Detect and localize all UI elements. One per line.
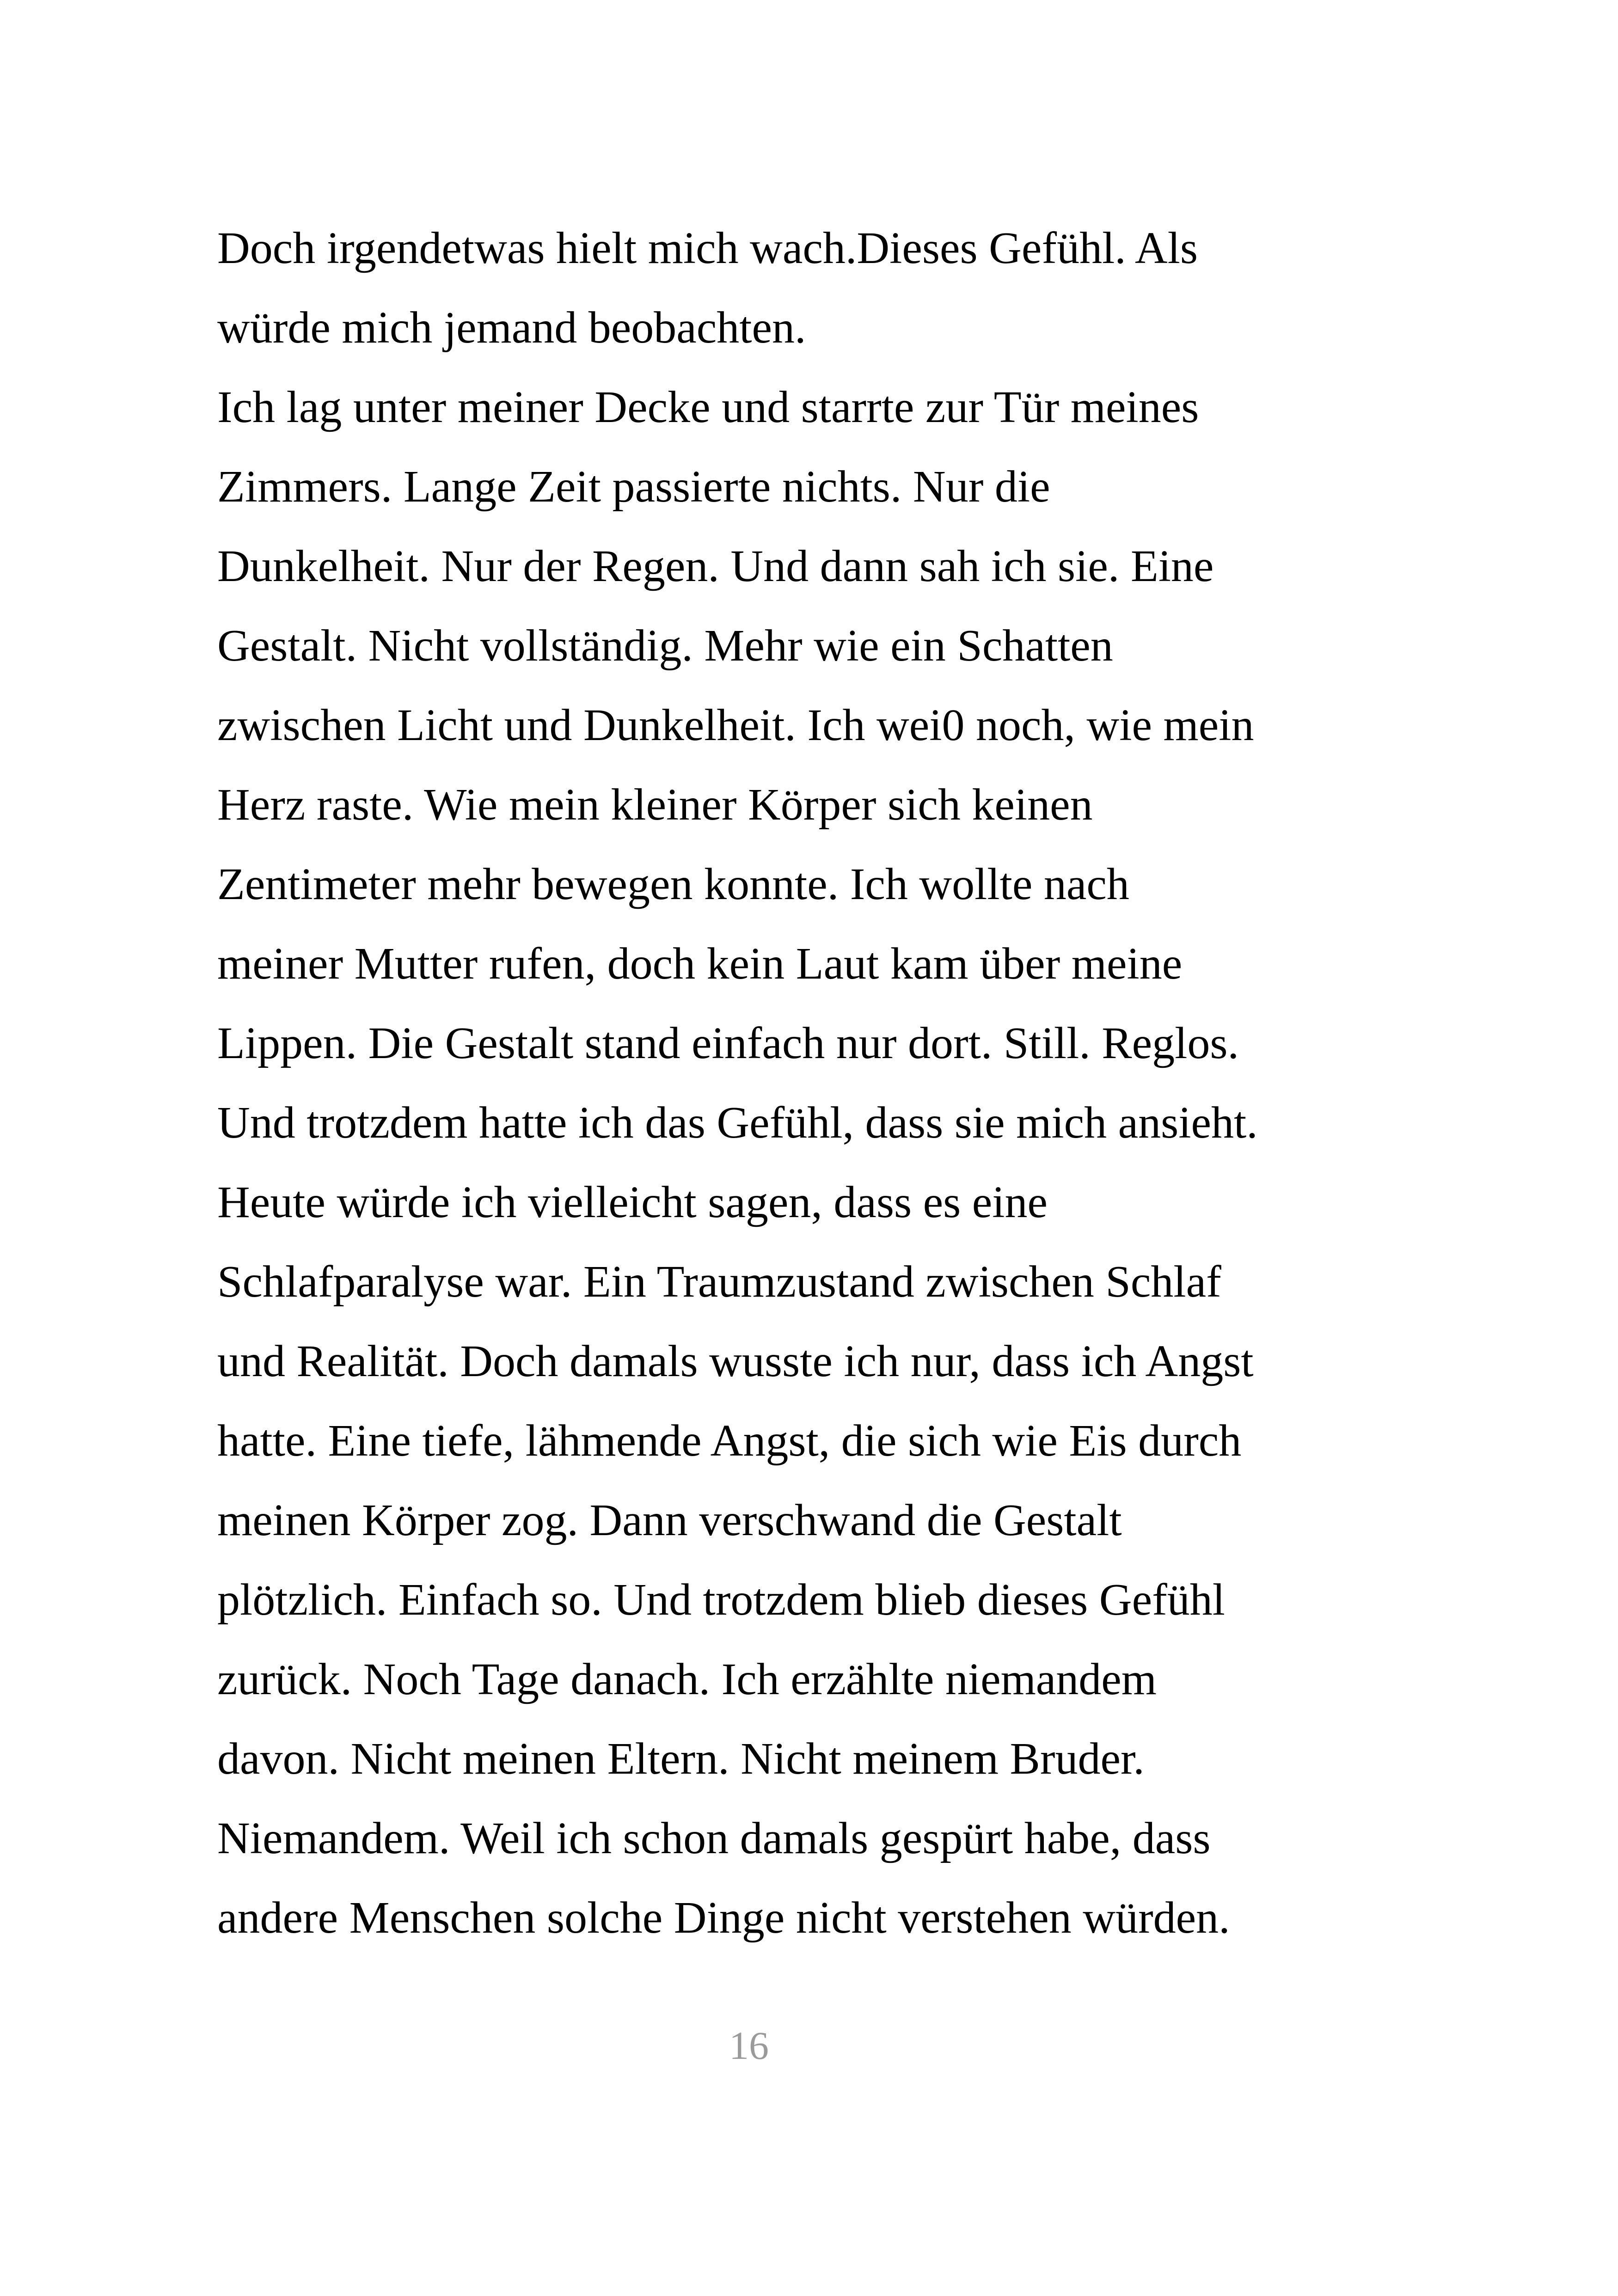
text-line: Lippen. Die Gestalt stand einfach nur dort. Still. Reglos. <box>217 1018 1239 1068</box>
text-line: Dunkelheit. Nur der Regen. Und dann sah ich sie. Eine <box>217 541 1214 591</box>
text-line: Zimmers. Lange Zeit passierte nichts. Nur die <box>217 462 1050 512</box>
text-line: andere Menschen solche Dinge nicht verstehen würden. <box>217 1893 1230 1943</box>
text-line: Doch irgendetwas hielt mich wach.Dieses Gefühl. Als <box>217 223 1198 273</box>
text-line: zurück. Noch Tage danach. Ich erzählte niemandem <box>217 1654 1157 1704</box>
text-line: Niemandem. Weil ich schon damals gespürt habe, dass <box>217 1813 1211 1863</box>
text-line: und Realität. Doch damals wusste ich nur, dass ich Angst <box>217 1336 1254 1386</box>
text-line: meinen Körper zog. Dann verschwand die Gestalt <box>217 1495 1122 1545</box>
text-line: davon. Nicht meinen Eltern. Nicht meinem Bruder. <box>217 1734 1145 1784</box>
text-line: würde mich jemand beobachten. <box>217 303 806 353</box>
text-line: plötzlich. Einfach so. Und trotzdem blieb dieses Gefühl <box>217 1575 1225 1625</box>
text-line: hatte. Eine tiefe, lähmende Angst, die sich wie Eis durch <box>217 1416 1242 1466</box>
text-line: Schlafparalyse war. Ein Traumzustand zwischen Schlaf <box>217 1257 1221 1307</box>
text-line: zwischen Licht und Dunkelheit. Ich wei0 noch, wie mein <box>217 700 1254 750</box>
page-number: 16 <box>729 2023 769 2068</box>
text-line: Herz raste. Wie mein kleiner Körper sich keinen <box>217 780 1093 830</box>
text-line: Und trotzdem hatte ich das Gefühl, dass sie mich ansieht. <box>217 1098 1258 1148</box>
body-text <box>217 218 1336 1967</box>
text-line: meiner Mutter rufen, doch kein Laut kam über meine <box>217 939 1183 989</box>
text-line: Gestalt. Nicht vollständig. Mehr wie ein Schatten <box>217 621 1113 671</box>
text-line: Ich lag unter meiner Decke und starrte zur Tür meines <box>217 382 1199 432</box>
text-line: Zentimeter mehr bewegen konnte. Ich wollte nach <box>217 859 1129 909</box>
text-line: Heute würde ich vielleicht sagen, dass es eine <box>217 1177 1048 1227</box>
